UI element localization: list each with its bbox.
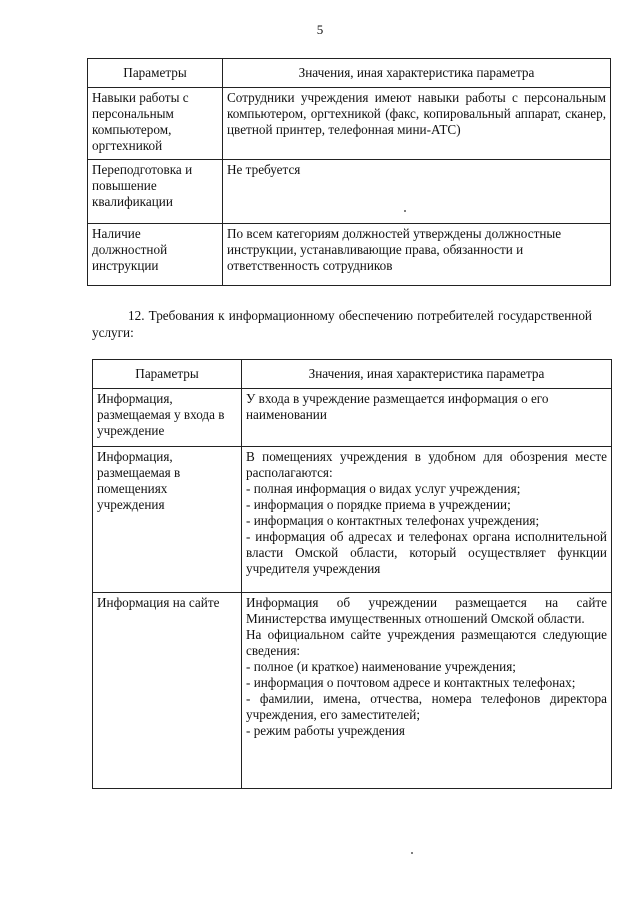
column-header-values: Значения, иная характеристика параметра [242, 360, 612, 389]
table-header-row [93, 360, 612, 389]
column-header-parameters: Параметры [93, 360, 242, 389]
value-line: - информация о почтовом адресе и контактных телефонах; [246, 675, 576, 690]
param-cell: Информация на сайте [93, 593, 242, 789]
value-line: На официальном сайте учреждения размещаются следующие сведения: [246, 627, 607, 658]
section-12-paragraph [92, 307, 592, 341]
value-line: - полное (и краткое) наименование учреждения; [246, 659, 516, 674]
table-row [93, 593, 612, 789]
page-number: 5 [316, 22, 324, 37]
value-cell: По всем категориям должностей утверждены должностные инструкции, устанавливающие права, обязанности и ответственность сотрудников [223, 224, 611, 286]
table-row [88, 224, 611, 286]
staff-requirements-table [87, 58, 611, 286]
value-cell [242, 389, 612, 447]
value-line: У входа в учреждение размещается информация о его наименовании [246, 391, 549, 422]
value-line: - фамилии, имена, отчества, номера телефонов директора учреждения, его заместителей; [246, 691, 607, 722]
table-row [88, 160, 611, 224]
value-line: - информация о порядке приема в учреждении; [246, 497, 511, 512]
value-line: В помещениях учреждения в удобном для обозрения месте располагаются: [246, 449, 607, 480]
column-header-parameters: Параметры [88, 59, 223, 88]
value-cell [242, 593, 612, 789]
value-line: - информация о контактных телефонах учреждения; [246, 513, 540, 528]
value-line: - режим работы учреждения [246, 723, 405, 738]
value-line: - информация об адресах и телефонах органа исполнительной власти Омской области, который осуществляет функции учредителя учреждения [246, 529, 607, 576]
param-cell: Наличие должностной инструкции [88, 224, 223, 286]
param-cell: Навыки работы с персональным компьютером, оргтехникой [88, 88, 223, 160]
value-cell: Сотрудники учреждения имеют навыки работы с персональным компьютером, оргтехникой (факс, копировальный аппарат, сканер, цветной принтер, телефонная мини-АТС) [223, 88, 611, 160]
table-row [93, 389, 612, 447]
value-line: - полная информация о видах услуг учреждения; [246, 481, 521, 496]
param-cell: Информация, размещаемая в помещениях учреждения [93, 447, 242, 593]
value-line: Информация об учреждении размещается на сайте Министерства имущественных отношений Омской области. [246, 595, 607, 626]
table-row [93, 447, 612, 593]
column-header-values: Значения, иная характеристика параметра [223, 59, 611, 88]
param-cell: Информация, размещаемая у входа в учреждение [93, 389, 242, 447]
table-row [88, 88, 611, 160]
scan-speck [411, 852, 413, 854]
table-header-row [88, 59, 611, 88]
information-requirements-table [92, 359, 612, 789]
value-cell: Не требуется [223, 160, 611, 224]
value-cell [242, 447, 612, 593]
param-cell: Переподготовка и повышение квалификации [88, 160, 223, 224]
section-12-heading: 12. Требования к информационному обеспечению потребителей государственной услуги: [92, 308, 592, 340]
scan-speck [404, 210, 406, 212]
